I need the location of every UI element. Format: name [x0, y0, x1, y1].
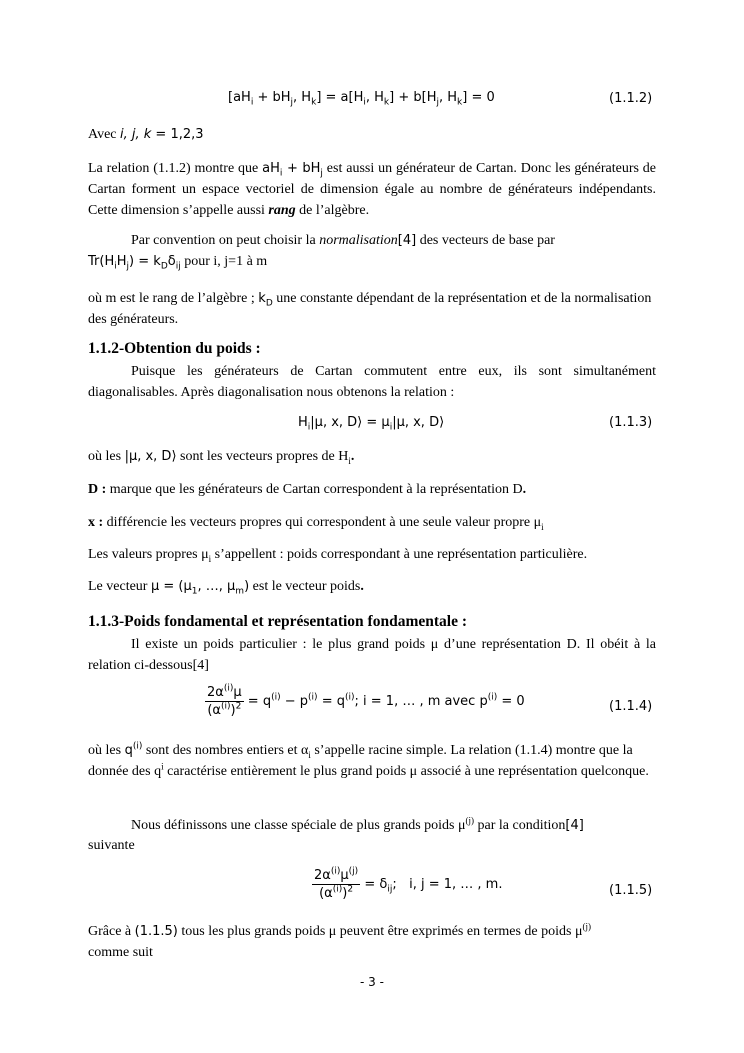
paragraph-grace-line2: comme suit [88, 945, 153, 960]
line-eigenvectors: où les |μ, x, D⟩ sont les vecteurs propres de $H_i$. [88, 449, 355, 466]
equation-number-1-1-4: (1.1.4) [609, 699, 653, 714]
equation-1-1-2: [$aH_i + bH_j$, $H_k] = a[H_i$, $H_k] + b[H_j$, $H_k] = 0$ [228, 90, 495, 108]
line-weight-vector: Le vecteur $\mu = (\mu_1$, …, $\mu_m$) est le vecteur poids. [88, 579, 364, 597]
avec-line: Avec i, j, k = 1,2,3 [88, 127, 204, 142]
line-x-definition: x : différencie les vecteurs propres qui correspondent à une seule valeur propre $\mu_i$ [88, 515, 544, 532]
paragraph-grace-line1: Grâce à (1.1.5) tous les plus grands poids μ peuvent être exprimés en termes de poids $\mu^{(j)}$ [88, 921, 591, 939]
paragraph-rank: où m est le rang de l’algèbre ; $k_D$ une constante dépendant de la représentation et de la normalisation des générateurs. [88, 291, 652, 327]
section-heading-1-1-3: 1.1.3-Poids fondamental et représentation fondamentale : [88, 613, 468, 630]
line-D-definition: D : marque que les générateurs de Cartan correspondent à la représentation D. [88, 482, 527, 497]
equation-1-1-3: $H_i|\mu$, x, D⟩ = $\mu_i|\mu$, x, D⟩ [298, 415, 445, 433]
paragraph-special-class-line2: suivante [88, 838, 135, 853]
equation-number-1-1-3: (1.1.3) [609, 415, 653, 430]
line-eigenvalues: Les valeurs propres $\mu_i$ s’appellent : poids correspondant à une représentation particulière. [88, 547, 588, 564]
equation-1-1-4: $\frac{2\alpha^{(i)}\mu}{(\alpha^{(i)})^2}$ = $q^{(i)} - p^{(i)} = q^{(i)}$; i = 1, … , m avec $p^{(i)} = 0$ [207, 683, 525, 718]
equation-number-1-1-5: (1.1.5) [609, 883, 653, 898]
equation-1-1-5: $\frac{2\alpha^{(i)}\mu^{(j)}}{(\alpha^{(i)})^2}$ = $\delta_{ij}$; i, j = 1, … , m. [314, 866, 503, 901]
paragraph-cartan: La relation (1.1.2) montre que $aH_i + bH_j$ est aussi un générateur de Cartan. Donc les générateurs de Cartan forment un espace vectoriel de dimension égale au nombre de générateurs indépendants. Cette dimension s’appelle aussi rang de l’algèbre. [88, 161, 657, 218]
paragraph-special-class-line1: Nous définissons une classe spéciale de plus grands poids $\mu^{(j)}$ par la condition[4] [131, 815, 584, 833]
equation-number-1-1-2: (1.1.2) [609, 91, 653, 106]
section-heading-1-1-2: 1.1.2-Obtention du poids : [88, 340, 261, 357]
paragraph-highest-weight: Il existe un poids particulier : le plus grand poids μ d’une représentation D. Il obéit à la relation ci-dessous[4] [88, 637, 656, 673]
paragraph-diagonalisation: Puisque les générateurs de Cartan commutent entre eux, ils sont simultanément diagonalisables. Après diagonalisation nous obtenons la relation : [88, 364, 656, 400]
page-number: - 3 - [360, 975, 384, 989]
paragraph-q-integers: où les $q^{(i)}$ sont des nombres entiers et $\alpha_i$ s’appelle racine simple. La relation (1.1.4) montre que la donnée des $q^i$ caractérise entièrement le plus grand poids μ associé à une représentation quelconque. [88, 741, 649, 779]
paragraph-convention-line2: $Tr(H_iH_j) = k_D\delta_{ij}$ pour i, j=1 à m [88, 254, 268, 272]
paragraph-convention-line1: Par convention on peut choisir la normalisation[4] des vecteurs de base par [131, 233, 555, 248]
